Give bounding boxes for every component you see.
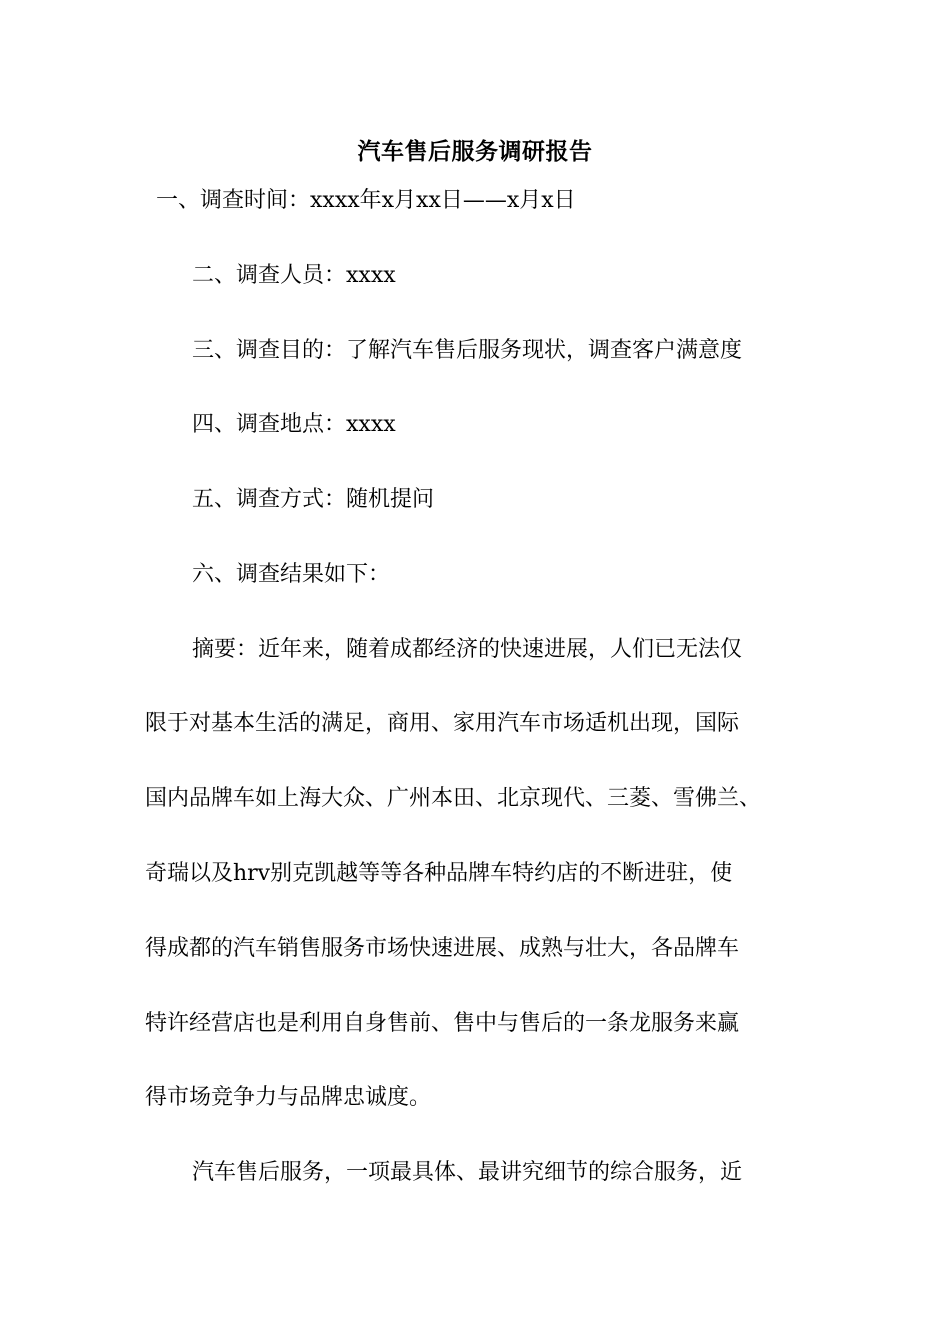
item-survey-staff: 二、调查人员：xxxx [192,263,396,288]
abstract-line: 国内品牌车如上海大众、广州本田、北京现代、三菱、雪佛兰、 [145,786,762,811]
abstract-line: 限于对基本生活的满足，商用、家用汽车市场适机出现，国际 [145,711,740,736]
item-survey-time: 一、调查时间：xxxx年x月xx日——x月x日 [156,188,576,213]
abstract-line: 得市场竞争力与品牌忠诚度。 [145,1085,432,1110]
document-title: 汽车售后服务调研报告 [357,138,593,165]
abstract-line: 摘要：近年来，随着成都经济的快速进展，人们已无法仅 [192,637,743,662]
abstract-line: 奇瑞以及hrv别克凯越等等各种品牌车特约店的不断进驻，使 [145,861,733,886]
item-survey-method: 五、调查方式：随机提问 [192,487,435,512]
paragraph-line: 汽车售后服务，一项最具体、最讲究细节的综合服务，近 [192,1160,743,1185]
abstract-line: 特许经营店也是利用自身售前、售中与售后的一条龙服务来赢 [145,1011,740,1036]
item-survey-results: 六、调查结果如下： [192,562,391,587]
item-survey-purpose: 三、调查目的：了解汽车售后服务现状，调查客户满意度 [192,338,743,363]
abstract-line: 得成都的汽车销售服务市场快速进展、成熟与壮大，各品牌车 [145,936,740,961]
item-survey-location: 四、调查地点：xxxx [192,412,396,437]
